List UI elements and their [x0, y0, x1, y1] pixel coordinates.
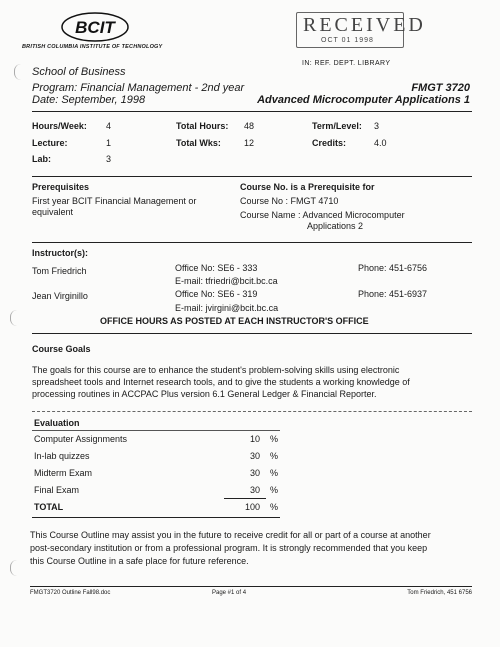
credits-label: Credits:: [312, 138, 347, 148]
date-line: Date: September, 1998: [32, 94, 146, 106]
lecture-value: 1: [106, 138, 112, 148]
course-code: FMGT 3720: [411, 82, 470, 94]
footer-divider: [30, 586, 472, 587]
logo-text: BCIT: [75, 18, 115, 37]
divider: [32, 333, 472, 334]
total-hours-label: Total Hours:: [176, 121, 229, 131]
program-line: Program: Financial Management - 2nd year: [32, 82, 245, 94]
course-no: Course No : FMGT 4710: [240, 196, 339, 206]
evaluation-label: Final Exam: [34, 485, 80, 495]
lecture-label: Lecture:: [32, 138, 68, 148]
term-value: 3: [374, 121, 380, 131]
percent-sign: %: [270, 502, 279, 512]
course-title: Advanced Microcomputer Applications 1: [257, 94, 470, 106]
goals-text: spreadsheet tools and Internet research tools, and to give the students a working knowledge of: [32, 377, 410, 387]
course-name-line2: Applications 2: [307, 221, 364, 231]
closing-text: this Course Outline in a safe place for future reference.: [30, 556, 249, 566]
divider: [32, 517, 280, 518]
evaluation-label: Midterm Exam: [34, 468, 93, 478]
stamp-word: RECEIVED: [303, 14, 426, 36]
term-label: Term/Level:: [312, 121, 362, 131]
evaluation-value: 30: [249, 485, 260, 495]
margin-mark: [10, 560, 17, 576]
evaluation-value: 30: [249, 451, 260, 461]
footer-author: Tom Friedrich, 451 6756: [407, 590, 472, 596]
footer-file: FMGT3720 Outline Fall98.doc: [30, 590, 111, 596]
evaluation-label: Computer Assignments: [34, 434, 128, 444]
instructor-email: E-mail: jvirgini@bcit.bc.ca: [175, 303, 279, 313]
hours-week-value: 4: [106, 121, 112, 131]
stamp-subtext: IN: REF. DEPT. LIBRARY: [302, 60, 391, 67]
closing-text: post-secondary institution or from a professional program. It is strongly recommended that you keep: [30, 543, 428, 553]
lab-value: 3: [106, 154, 112, 164]
instructor-name: Tom Friedrich: [32, 266, 87, 276]
lab-label: Lab:: [32, 154, 51, 164]
evaluation-heading: Evaluation: [34, 418, 80, 428]
margin-mark: [14, 64, 21, 80]
divider: [32, 430, 280, 431]
evaluation-value: 10: [249, 434, 260, 444]
percent-sign: %: [270, 468, 279, 478]
office-hours-note: OFFICE HOURS AS POSTED AT EACH INSTRUCTOR'S OFFICE: [100, 316, 369, 326]
divider: [32, 242, 472, 243]
closing-text: This Course Outline may assist you in the future to receive credit for all or part of a course at another: [30, 530, 431, 540]
stamp-date: OCT 01 1998: [321, 37, 374, 44]
total-hours-value: 48: [244, 121, 255, 131]
hours-week-label: Hours/Week:: [32, 121, 87, 131]
footer-page: Page #1 of 4: [212, 590, 247, 596]
divider: [32, 176, 472, 177]
instructor-office: Office No: SE6 - 319: [175, 289, 258, 299]
credits-value: 4.0: [374, 138, 387, 148]
instructor-phone: Phone: 451-6756: [358, 263, 428, 273]
prereq-heading: Prerequisites: [32, 182, 90, 192]
institute-name: BRITISH COLUMBIA INSTITUTE OF TECHNOLOGY: [22, 44, 163, 50]
school-name: School of Business: [32, 66, 126, 78]
percent-sign: %: [270, 434, 279, 444]
goals-heading: Course Goals: [32, 344, 91, 354]
course-name-line1: Course Name : Advanced Microcomputer: [240, 210, 405, 220]
instructor-email: E-mail: tfriedri@bcit.bc.ca: [175, 276, 278, 286]
received-stamp: [296, 12, 426, 48]
total-wks-value: 12: [244, 138, 255, 148]
evaluation-value: 30: [249, 468, 260, 478]
divider: [32, 411, 472, 412]
instructor-office: Office No: SE6 - 333: [175, 263, 258, 273]
prereq-text-line1: First year BCIT Financial Management or: [32, 196, 197, 206]
total-wks-label: Total Wks:: [176, 138, 221, 148]
total-value: 100: [244, 502, 260, 512]
goals-text: The goals for this course are to enhance the student's problem-solving skills using electronic: [32, 365, 400, 375]
instructor-name: Jean Virginillo: [32, 291, 88, 301]
prereq-for-heading: Course No. is a Prerequisite for: [240, 182, 375, 192]
margin-mark: [10, 310, 17, 326]
instructors-heading: Instructor(s):: [32, 248, 88, 258]
divider: [224, 498, 266, 499]
bcit-logo: [60, 10, 130, 44]
total-label: TOTAL: [34, 502, 64, 512]
prereq-text-line2: equivalent: [32, 207, 74, 217]
percent-sign: %: [270, 451, 279, 461]
divider: [32, 111, 472, 112]
percent-sign: %: [270, 485, 279, 495]
evaluation-label: In-lab quizzes: [34, 451, 90, 461]
goals-text: processing routines in ACCPAC Plus version 6.1 General Ledger & Financial Reporter.: [32, 389, 377, 399]
instructor-phone: Phone: 451-6937: [358, 289, 428, 299]
